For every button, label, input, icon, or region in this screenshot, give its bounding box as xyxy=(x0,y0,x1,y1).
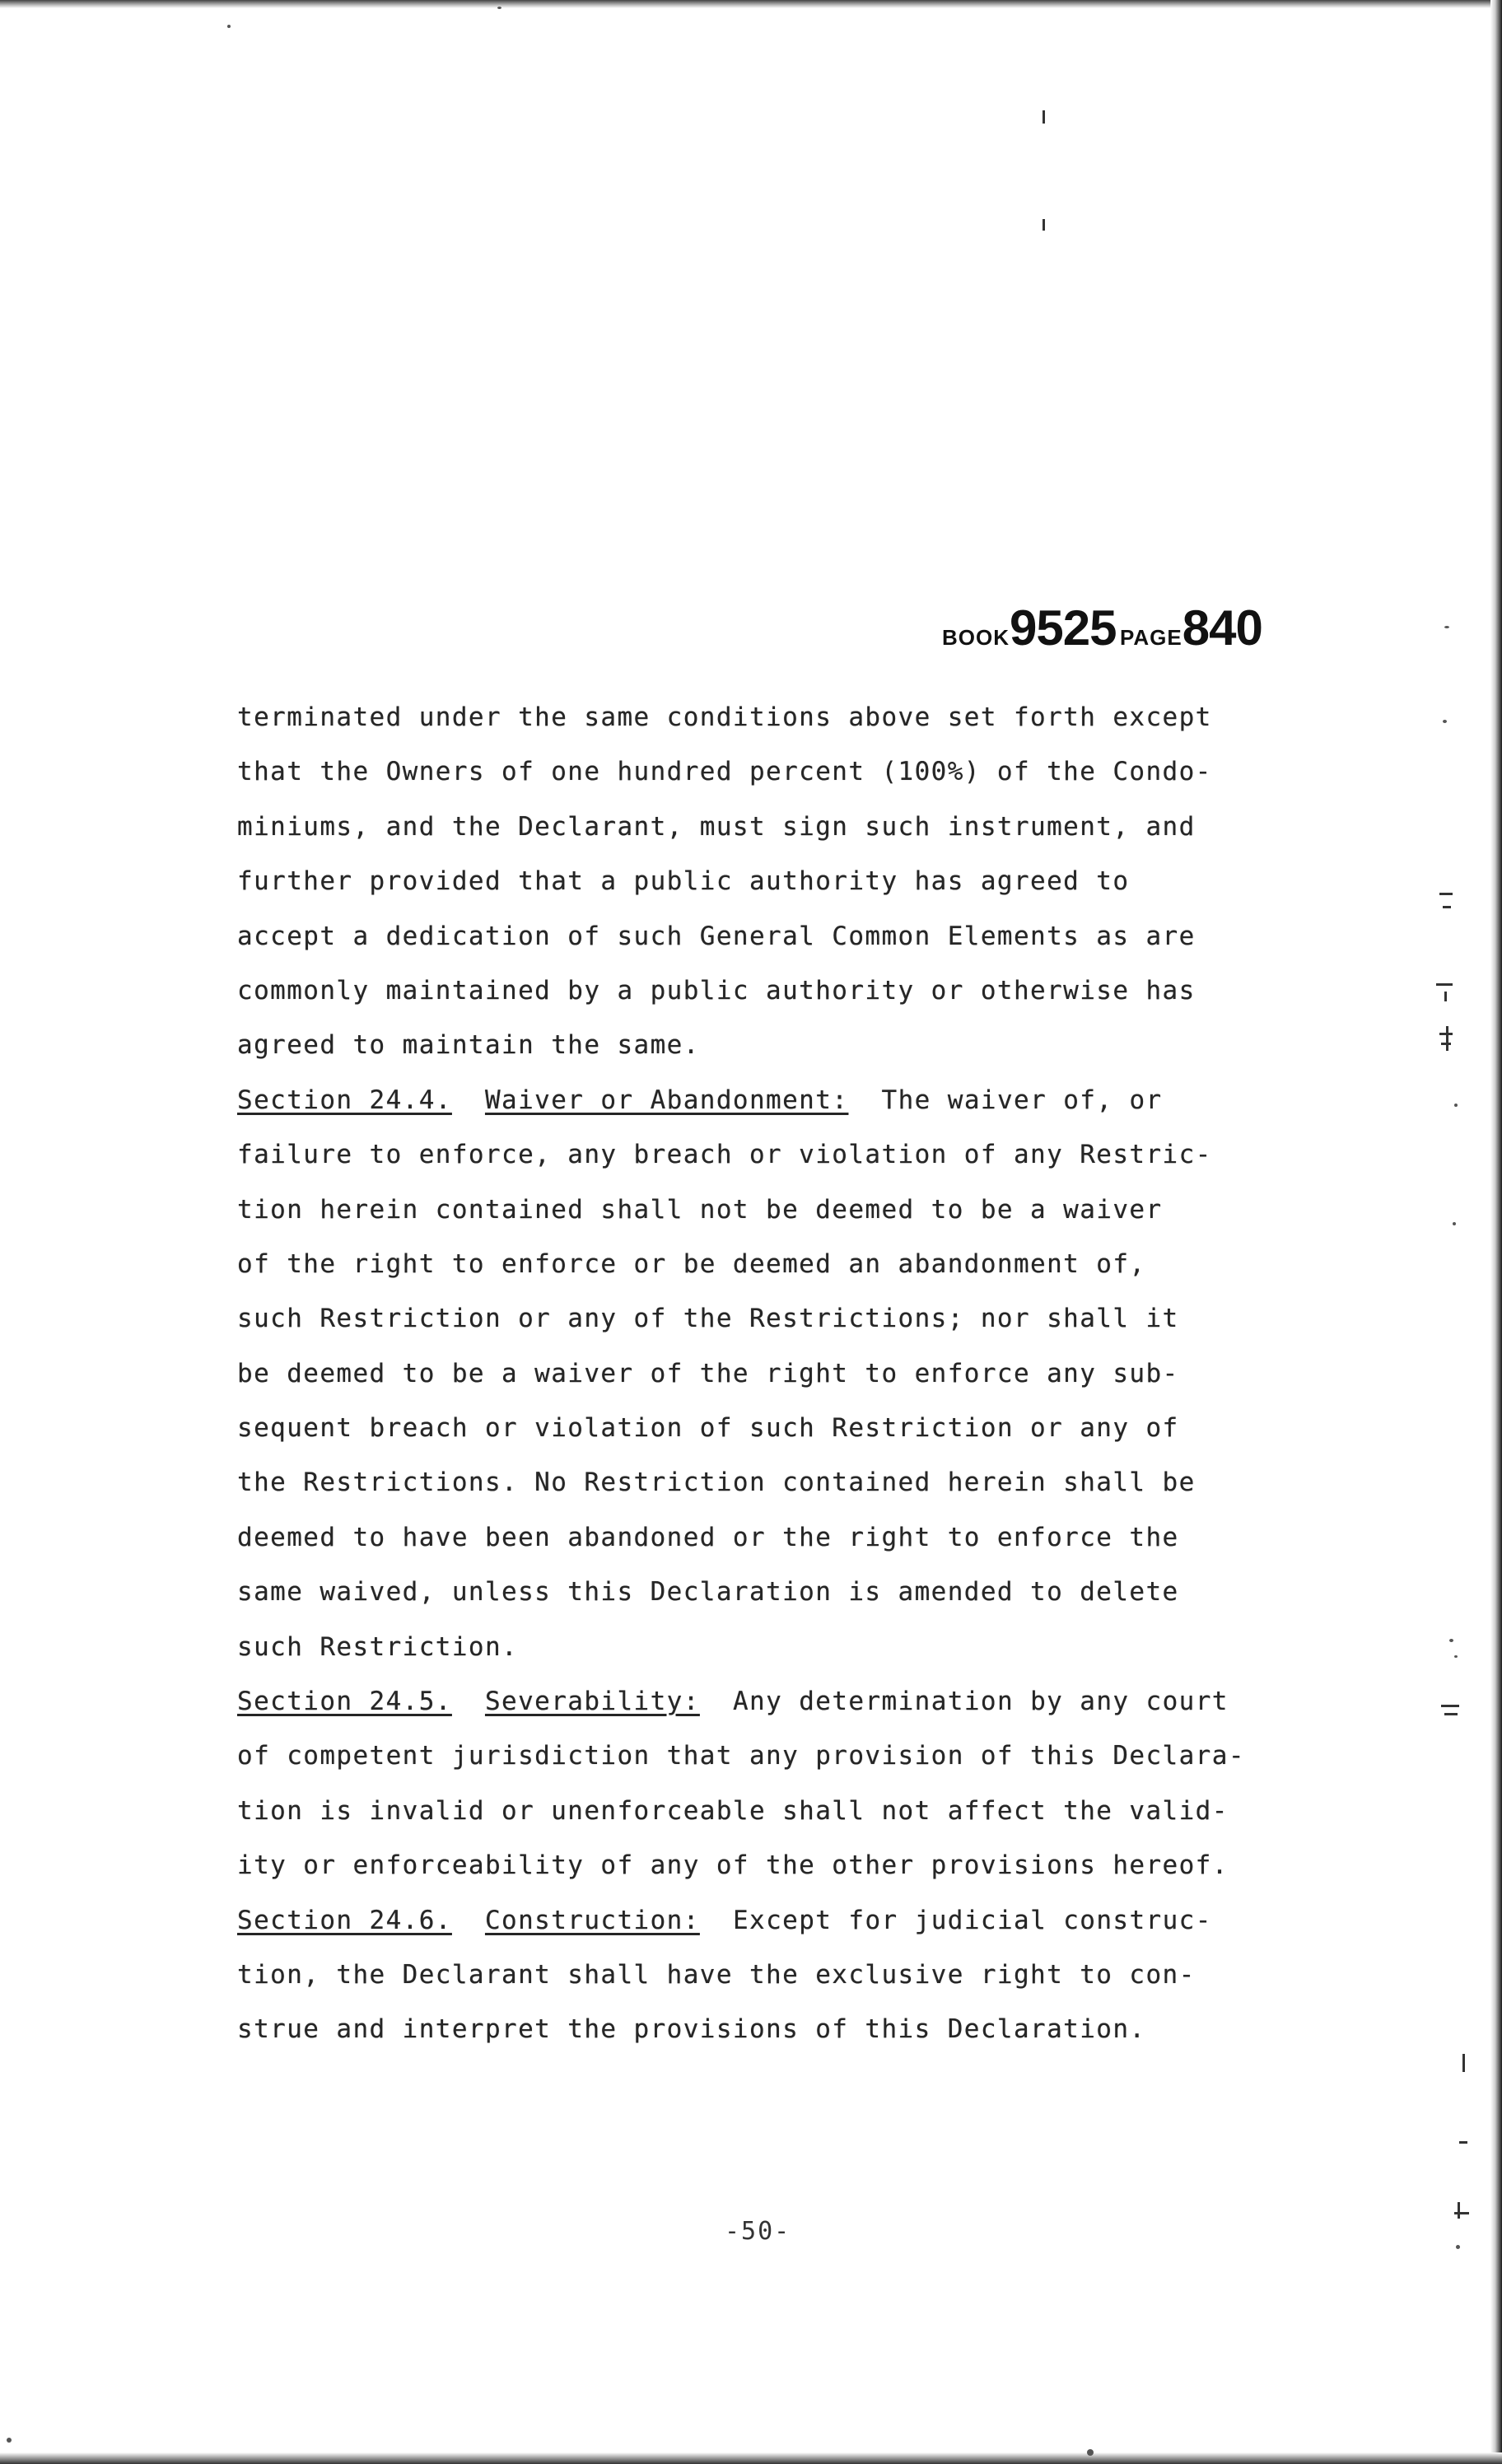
text-line: commonly maintained by a public authority or otherwise has xyxy=(237,975,1196,1006)
scan-mark xyxy=(1458,2202,1460,2219)
text-line: of the right to enforce or be deemed an abandonment of, xyxy=(237,1248,1146,1279)
scan-mark xyxy=(1454,2212,1469,2214)
text-line: miniums, and the Declarant, must sign such instrument, and xyxy=(237,811,1196,842)
scan-speck xyxy=(1087,2449,1094,2456)
scan-mark xyxy=(1436,983,1453,986)
text-line: that the Owners of one hundred percent (100%) of the Condo- xyxy=(237,757,1212,787)
scan-edge-bottom xyxy=(0,2452,1502,2464)
text-line: agreed to maintain the same. xyxy=(237,1030,700,1061)
text-line: such Restriction or any of the Restrictions; nor shall it xyxy=(237,1304,1179,1334)
text-line: of competent jurisdiction that any provision of this Declara- xyxy=(237,1741,1245,1771)
text-line: ity or enforceability of any of the other provisions hereof. xyxy=(237,1850,1229,1881)
scan-mark xyxy=(1441,1705,1459,1707)
scan-speck xyxy=(1454,1104,1458,1107)
scan-mark xyxy=(1443,906,1451,908)
text-line: tion, the Declarant shall have the exclusive right to con- xyxy=(237,1959,1196,1990)
section-24-4 xyxy=(237,1073,1308,1674)
section-24-5 xyxy=(237,1674,1308,1893)
scan-speck xyxy=(227,25,231,28)
section-heading-line xyxy=(237,1073,1308,1127)
scan-speck xyxy=(1444,626,1449,628)
scan-speck xyxy=(1449,1639,1453,1642)
text-line: the Restrictions. No Restriction contained herein shall be xyxy=(237,1468,1196,1498)
scan-mark xyxy=(1459,2141,1467,2144)
scan-mark xyxy=(1444,992,1447,1001)
scan-speck xyxy=(7,2438,12,2443)
scan-speck xyxy=(1453,1222,1456,1225)
section-number: Section 24.5. xyxy=(237,1687,452,1717)
page-number: -50- xyxy=(725,2217,791,2246)
section-text: The waiver of, or xyxy=(881,1085,1163,1115)
text-line: accept a dedication of such General Common Elements as are xyxy=(237,921,1196,951)
text-line: tion is invalid or unenforceable shall not affect the valid- xyxy=(237,1795,1229,1826)
page-reference: 840 xyxy=(1182,600,1262,656)
scan-edge-top xyxy=(0,0,1502,8)
book-prefix: BOOK xyxy=(942,625,1010,650)
paragraph-continuation xyxy=(237,690,1308,1073)
section-number: Section 24.6. xyxy=(237,1905,452,1935)
book-number: 9525 xyxy=(1010,600,1117,656)
scan-speck xyxy=(1454,1655,1458,1658)
text-line: further provided that a public authority has agreed to xyxy=(237,866,1130,897)
section-text: Except for judicial construc- xyxy=(732,1905,1212,1935)
scan-speck xyxy=(1456,2245,1460,2249)
scan-mark xyxy=(1446,1026,1448,1051)
scan-speck xyxy=(497,7,501,9)
page-prefix: PAGE xyxy=(1119,625,1182,650)
scan-mark xyxy=(1444,1713,1458,1715)
document-body xyxy=(237,690,1308,2057)
text-line: deemed to have been abandoned or the right to enforce the xyxy=(237,1522,1179,1552)
scan-speck xyxy=(1443,720,1447,723)
scan-mark xyxy=(1439,893,1453,895)
text-line: be deemed to be a waiver of the right to enforce any sub- xyxy=(237,1358,1179,1388)
book-page-reference xyxy=(942,600,1262,656)
section-title: Waiver or Abandonment: xyxy=(484,1085,849,1115)
section-heading-line xyxy=(237,1893,1308,1948)
text-line: such Restriction. xyxy=(237,1631,519,1662)
scan-mark xyxy=(1462,2054,1465,2072)
section-24-6 xyxy=(237,1893,1308,2057)
scan-mark xyxy=(1043,110,1045,124)
section-title: Severability: xyxy=(484,1687,700,1717)
section-title: Construction: xyxy=(484,1905,700,1935)
section-number: Section 24.4. xyxy=(237,1085,452,1115)
text-line: terminated under the same conditions above set forth except xyxy=(237,702,1212,732)
section-heading-line xyxy=(237,1674,1308,1729)
scan-edge-right xyxy=(1490,0,1502,2464)
section-text: Any determination by any court xyxy=(732,1687,1229,1717)
text-line: tion herein contained shall not be deemed to be a waiver xyxy=(237,1194,1163,1225)
scan-mark xyxy=(1043,219,1045,231)
text-line: strue and interpret the provisions of this Declaration. xyxy=(237,2014,1146,2045)
text-line: failure to enforce, any breach or violation of any Restric- xyxy=(237,1140,1212,1170)
text-line: sequent breach or violation of such Restriction or any of xyxy=(237,1413,1179,1444)
text-line: same waived, unless this Declaration is amended to delete xyxy=(237,1577,1179,1608)
